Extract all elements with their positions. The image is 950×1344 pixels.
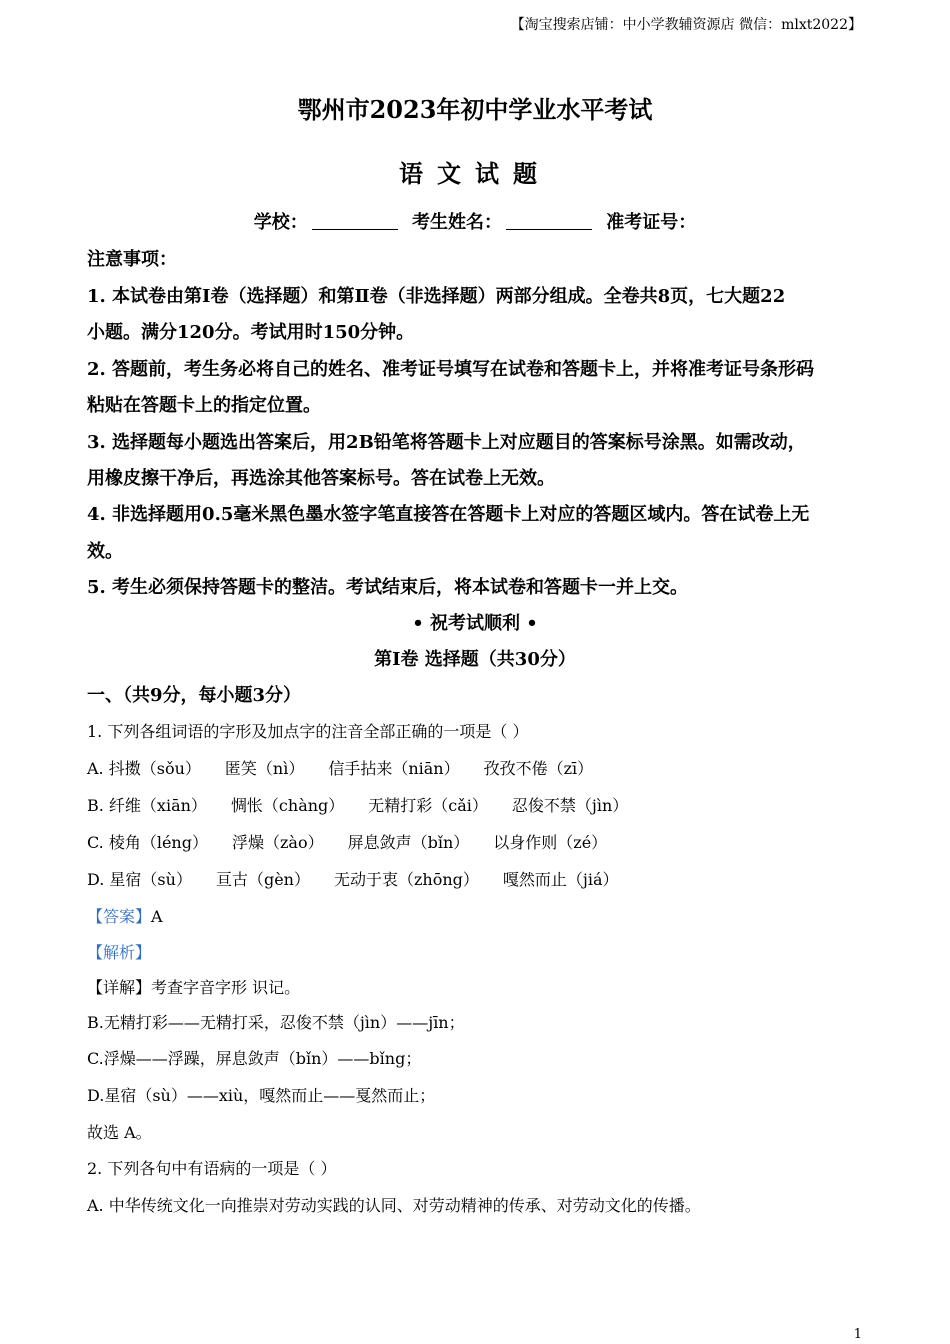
notice-title: 注意事项：: [87, 249, 177, 270]
detail-line: 故选 A。: [87, 1123, 152, 1142]
detail-line: C.浮燥——浮躁，屏息敛声（bǐn）——bǐng；: [87, 1049, 422, 1068]
option-word: 以身作则（zé）: [493, 833, 608, 852]
answer-label: 【答案】: [87, 907, 152, 926]
school-label: 学校：: [253, 212, 308, 233]
exam-title: 鄂州市2023年初中学业水平考试: [297, 95, 653, 124]
q1-answer: [87, 904, 867, 927]
candidate-fields: [0, 208, 950, 234]
header-note: 【淘宝搜索店铺：中小学教辅资源店 微信：mlxt2022】: [510, 17, 862, 33]
notice-line: 2. 答题前，考生务必将自己的姓名、准考证号填写在试卷和答题卡上，并将准考证号条形码: [87, 359, 815, 380]
id-label: 准考证号：: [606, 212, 697, 233]
page-number: 1: [853, 1327, 862, 1342]
notice-line: 小题。满分120分。考试用时150分钟。: [87, 322, 415, 343]
option-word: 无精打彩（cǎi）: [368, 796, 488, 815]
notice-line: 3. 选择题每小题选出答案后，用2B铅笔将答题卡上对应题目的答案标号涂黑。如需改动，: [87, 432, 806, 453]
notice-line: 效。: [87, 541, 123, 562]
detail-line: 【详解】考查字音字形 识记。: [87, 978, 301, 997]
option-word: 惆怅（chàng）: [230, 796, 345, 815]
option-word: 匿笑（nì）: [224, 759, 305, 778]
option-word: 忍俊不禁（jìn）: [511, 796, 629, 815]
option-word: C. 棱角（léng）: [87, 833, 208, 852]
answer-value: A: [151, 907, 163, 926]
q1-option-b[interactable]: [87, 793, 867, 816]
q2-stem: 2. 下列各句中有语病的一项是（ ）: [87, 1159, 337, 1178]
option-word: A. 抖擞（sǒu）: [87, 759, 201, 778]
name-label: 考生姓名：: [412, 212, 502, 233]
option-word: D. 星宿（sù）: [87, 870, 192, 889]
notice-line: 1. 本试卷由第Ⅰ卷（选择题）和第Ⅱ卷（非选择题）两部分组成。全卷共8页，七大题22: [87, 286, 786, 307]
notice-line: 粘贴在答题卡上的指定位置。: [87, 395, 321, 416]
analysis-label: 【解析】: [87, 943, 152, 962]
option-word: 孜孜不倦（zī）: [483, 759, 594, 778]
name-blank[interactable]: [506, 229, 592, 230]
detail-line: B.无精打彩——无精打采，忍俊不禁（jìn）——jīn；: [87, 1013, 465, 1032]
wish-line: • 祝考试顺利 •: [412, 613, 538, 634]
option-word: 浮燥（zào）: [231, 833, 324, 852]
notice-line: 用橡皮擦干净后，再选涂其他答案标号。答在试卷上无效。: [87, 468, 555, 489]
notice-line: 4. 非选择题用0.5毫米黑色墨水签字笔直接答在答题卡上对应的答题区域内。答在试卷上无: [87, 504, 810, 525]
option-word: 亘古（gèn）: [215, 870, 310, 889]
exam-subtitle: 语文试题: [399, 159, 551, 188]
detail-line: D.星宿（sù）——xiù，嘎然而止——戛然而止；: [87, 1086, 436, 1105]
option-word: B. 纤维（xiān）: [87, 796, 207, 815]
option-word: 屏息敛声（bǐn）: [347, 833, 470, 852]
option-word: 信手拈来（niān）: [328, 759, 460, 778]
q1-stem: 1. 下列各组词语的字形及加点字的注音全部正确的一项是（ ）: [87, 722, 529, 741]
option-word: 嘎然而止（jiá）: [502, 870, 619, 889]
volume-title: 第Ⅰ卷 选择题（共30分）: [374, 649, 576, 670]
school-blank[interactable]: [312, 229, 398, 230]
q1-option-a[interactable]: [87, 756, 867, 779]
section-one-title: 一、（共9分，每小题3分）: [87, 685, 302, 706]
q1-option-c[interactable]: [87, 830, 867, 853]
option-word: 无动于衷（zhōng）: [333, 870, 479, 889]
q2-option-a[interactable]: A. 中华传统文化一向推崇对劳动实践的认同、对劳动精神的传承、对劳动文化的传播。: [87, 1196, 701, 1215]
notice-line: 5. 考生必须保持答题卡的整洁。考试结束后，将本试卷和答题卡一并上交。: [87, 577, 689, 598]
q1-option-d[interactable]: [87, 867, 867, 890]
